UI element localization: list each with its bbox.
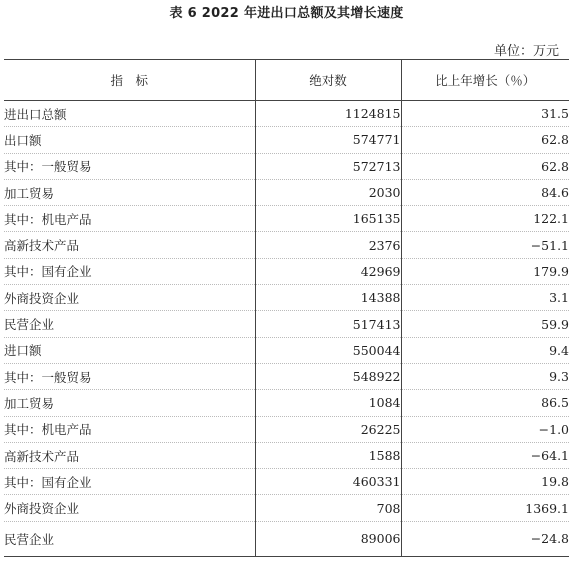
table-row: [4, 416, 569, 442]
row-growth: 122.1: [401, 206, 569, 232]
table-row: [4, 495, 569, 521]
row-name: 进口额: [4, 337, 255, 363]
row-name: 外商投资企业: [4, 285, 255, 311]
row-value: 460331: [255, 469, 401, 495]
row-value: 89006: [255, 521, 401, 556]
row-growth: 62.8: [401, 127, 569, 153]
table-row: [4, 390, 569, 416]
table-row: [4, 469, 569, 495]
row-growth: 3.1: [401, 285, 569, 311]
row-value: 574771: [255, 127, 401, 153]
row-value: 572713: [255, 153, 401, 179]
table-body: [4, 101, 569, 557]
table-row: [4, 337, 569, 363]
row-value: 548922: [255, 363, 401, 389]
row-growth: 31.5: [401, 101, 569, 127]
table-row: [4, 232, 569, 258]
row-name: 其中：一般贸易: [4, 363, 255, 389]
table-row: [4, 101, 569, 127]
row-name: 其中：国有企业: [4, 258, 255, 284]
row-value: 1084: [255, 390, 401, 416]
row-name: 加工贸易: [4, 179, 255, 205]
row-growth: 179.9: [401, 258, 569, 284]
table-row: [4, 179, 569, 205]
row-growth: 1369.1: [401, 495, 569, 521]
row-value: 165135: [255, 206, 401, 232]
table-row: [4, 521, 569, 556]
row-value: 1124815: [255, 101, 401, 127]
row-growth: 59.9: [401, 311, 569, 337]
row-name: 民营企业: [4, 311, 255, 337]
row-growth: 86.5: [401, 390, 569, 416]
row-growth: −64.1: [401, 442, 569, 468]
row-value: 708: [255, 495, 401, 521]
row-value: 1588: [255, 442, 401, 468]
row-growth: 19.8: [401, 469, 569, 495]
row-name: 高新技术产品: [4, 442, 255, 468]
table-title: 表 6 2022 年进出口总额及其增长速度: [169, 6, 404, 21]
row-value: 2376: [255, 232, 401, 258]
row-growth: 9.3: [401, 363, 569, 389]
row-growth: 9.4: [401, 337, 569, 363]
row-growth: 62.8: [401, 153, 569, 179]
table-row: [4, 206, 569, 232]
table-row: [4, 127, 569, 153]
row-name: 其中：机电产品: [4, 206, 255, 232]
row-name: 加工贸易: [4, 390, 255, 416]
row-value: 2030: [255, 179, 401, 205]
table-row: [4, 363, 569, 389]
row-name: 出口额: [4, 127, 255, 153]
row-value: 550044: [255, 337, 401, 363]
row-name: 其中：机电产品: [4, 416, 255, 442]
row-name: 外商投资企业: [4, 495, 255, 521]
row-growth: −24.8: [401, 521, 569, 556]
row-value: 14388: [255, 285, 401, 311]
row-name: 进出口总额: [4, 101, 255, 127]
row-value: 26225: [255, 416, 401, 442]
unit-label: 单位：万元: [493, 44, 559, 59]
row-growth: −1.0: [401, 416, 569, 442]
header-absolute: 绝对数: [255, 60, 401, 101]
table-row: [4, 311, 569, 337]
header-growth: 比上年增长（％）: [401, 60, 569, 101]
row-name: 其中：一般贸易: [4, 153, 255, 179]
table-row: [4, 285, 569, 311]
row-growth: 84.6: [401, 179, 569, 205]
header-row: [4, 60, 569, 101]
row-name: 民营企业: [4, 521, 255, 556]
row-growth: −51.1: [401, 232, 569, 258]
row-name: 其中：国有企业: [4, 469, 255, 495]
table-header: [4, 60, 569, 101]
row-value: 42969: [255, 258, 401, 284]
table-row: [4, 442, 569, 468]
trade-table: [4, 59, 569, 557]
table-row: [4, 153, 569, 179]
table-row: [4, 258, 569, 284]
header-indicator: 指 标: [4, 60, 255, 101]
row-value: 517413: [255, 311, 401, 337]
row-name: 高新技术产品: [4, 232, 255, 258]
